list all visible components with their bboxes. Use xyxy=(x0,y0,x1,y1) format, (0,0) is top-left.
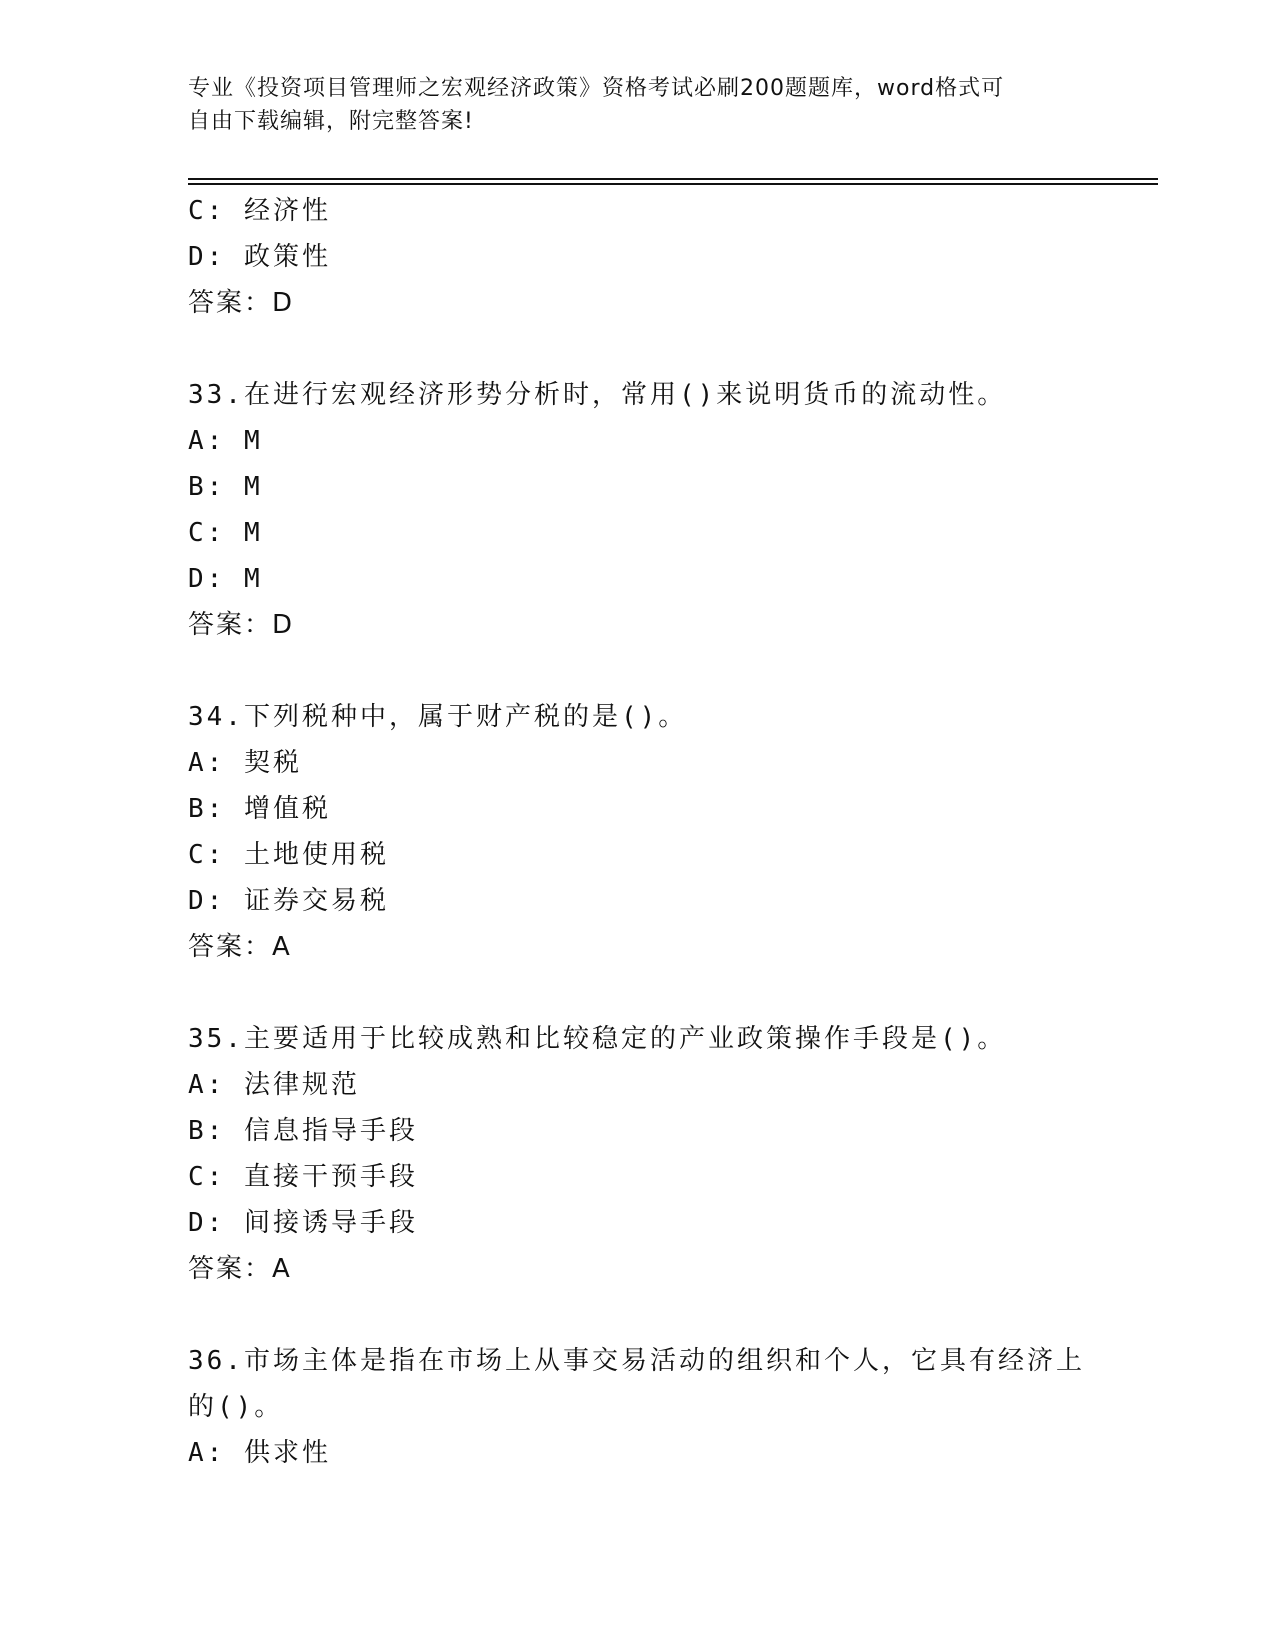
option-c: C: 直接干预手段 xyxy=(188,1162,418,1192)
option-d: D: M xyxy=(188,564,263,594)
option-a: A: M xyxy=(188,426,263,456)
header-line-2: 自由下载编辑，附完整答案! xyxy=(188,109,474,134)
question-stem: 34.下列税种中，属于财产税的是()。 xyxy=(188,702,688,732)
header-divider-top xyxy=(188,178,1158,180)
question-34 xyxy=(188,694,1088,970)
question-stem-line-1: 36.市场主体是指在市场上从事交易活动的组织和个人，它具有经济上 xyxy=(188,1346,1085,1376)
option-d: D: 政策性 xyxy=(188,242,331,272)
question-33 xyxy=(188,372,1088,648)
answer-line: 答案：A xyxy=(188,932,292,962)
question-35 xyxy=(188,1016,1088,1292)
question-stem-line-2: 的()。 xyxy=(188,1392,284,1422)
option-b: B: M xyxy=(188,472,263,502)
option-d: D: 间接诱导手段 xyxy=(188,1208,418,1238)
option-c: C: 经济性 xyxy=(188,196,331,226)
question-36 xyxy=(188,1338,1088,1476)
option-a: A: 供求性 xyxy=(188,1438,331,1468)
question-stem: 33.在进行宏观经济形势分析时，常用()来说明货币的流动性。 xyxy=(188,380,1007,410)
option-d: D: 证券交易税 xyxy=(188,886,389,916)
option-a: A: 法律规范 xyxy=(188,1070,360,1100)
option-c: C: M xyxy=(188,518,263,548)
answer-line: 答案：D xyxy=(188,288,295,318)
option-b: B: 信息指导手段 xyxy=(188,1116,418,1146)
answer-line: 答案：D xyxy=(188,610,295,640)
question-list xyxy=(188,188,1088,1476)
header-divider-bottom xyxy=(188,183,1158,185)
answer-line: 答案：A xyxy=(188,1254,292,1284)
option-a: A: 契税 xyxy=(188,748,302,778)
question-stem: 35.主要适用于比较成熟和比较稳定的产业政策操作手段是()。 xyxy=(188,1024,1007,1054)
header-line-1: 专业《投资项目管理师之宏观经济政策》资格考试必刷200题题库，word格式可 xyxy=(188,76,1005,101)
document-header xyxy=(188,72,1068,138)
option-b: B: 增值税 xyxy=(188,794,331,824)
option-c: C: 土地使用税 xyxy=(188,840,389,870)
